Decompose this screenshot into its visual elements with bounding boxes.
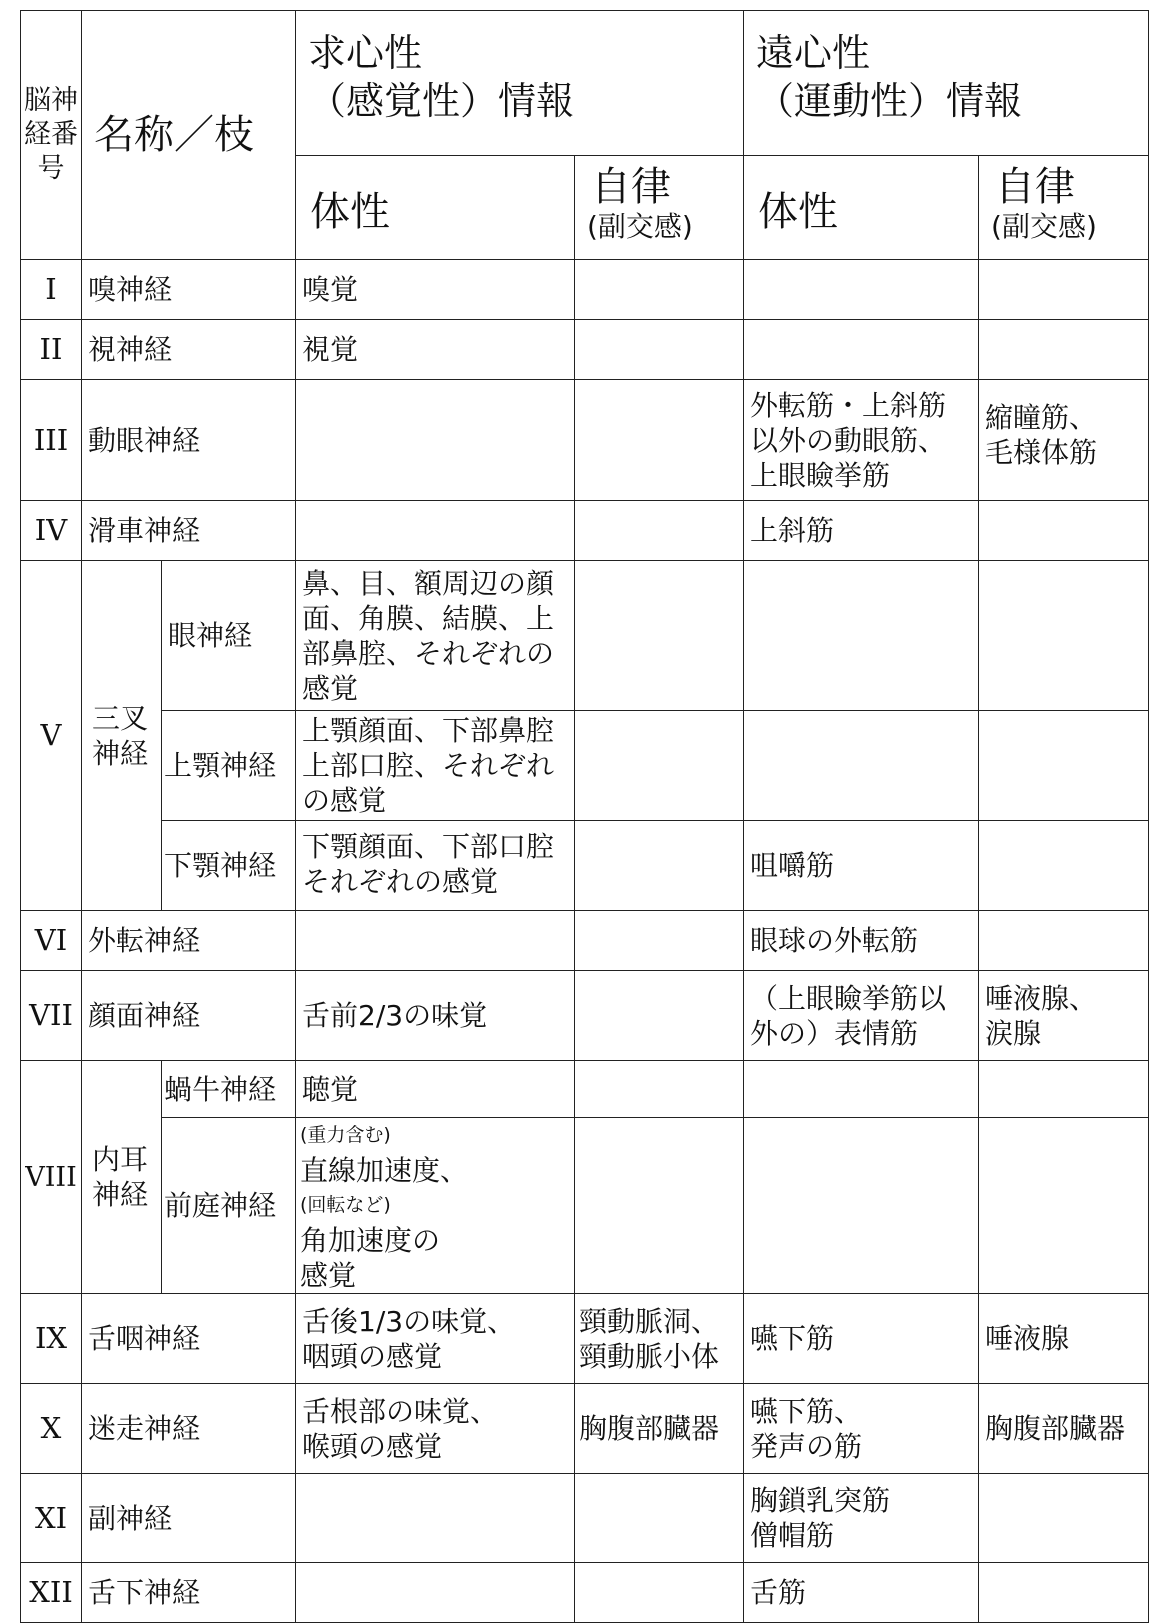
somatic-efferent-cell: [744, 380, 979, 501]
autonomic-efferent-cell: [979, 971, 1149, 1061]
nerve-number: IX: [21, 1294, 82, 1384]
table-row: [21, 1563, 1149, 1623]
text: 角加速度の: [300, 1224, 441, 1257]
autonomic-efferent-cell: [979, 561, 1149, 711]
somatic-afferent-cell: [296, 380, 575, 501]
header-afferent-title: 求心性: [308, 31, 423, 75]
cell-line: 発声の筋: [750, 1429, 863, 1463]
table-row: [21, 320, 1149, 380]
autonomic-afferent-cell: [575, 1061, 744, 1118]
cell-line: [300, 1188, 570, 1258]
nerve-name: 嗅神経: [82, 260, 296, 320]
somatic-afferent-cell: [296, 711, 575, 821]
cell-line: 唾液腺、: [985, 981, 1098, 1015]
branch-name: 前庭神経: [162, 1118, 296, 1294]
nerve-number: I: [21, 260, 82, 320]
nerve-number: IV: [21, 501, 82, 561]
cell-line: 胸鎖乳突筋: [750, 1484, 891, 1517]
header-efferent-subtitle: （運動性）情報: [756, 79, 1023, 123]
table-row: [21, 1118, 1149, 1294]
header-efferent-title: 遠心性: [756, 31, 871, 75]
nerve-number: V: [21, 561, 82, 911]
table-row: [21, 501, 1149, 561]
cell-line: 上顎顔面、下部鼻腔: [302, 714, 555, 747]
header-afferent: [296, 11, 744, 156]
table-row: [21, 711, 1149, 821]
branch-name: 下顎神経: [162, 821, 296, 911]
somatic-afferent-cell: [296, 1474, 575, 1563]
somatic-efferent-cell: [744, 1118, 979, 1294]
nerve-name: 三叉神経: [82, 561, 162, 911]
cell-line: 毛様体筋: [985, 436, 1098, 469]
autonomic-afferent-cell: [575, 380, 744, 501]
cell-line: 面、角膜、結膜、上: [302, 601, 555, 635]
somatic-afferent-cell: 舌前2/3の味覚: [296, 971, 575, 1061]
header-afferent-subtitle: （感覚性）情報: [308, 79, 575, 123]
autonomic-afferent-cell: [575, 1474, 744, 1563]
somatic-efferent-cell: [744, 1061, 979, 1118]
somatic-afferent-cell: 嗅覚: [296, 260, 575, 320]
somatic-afferent-cell: 聴覚: [296, 1061, 575, 1118]
cell-line: 喉頭の感覚: [302, 1429, 443, 1463]
nerve-name: 滑車神経: [82, 501, 296, 561]
cell-line: 頸動脈小体: [579, 1339, 720, 1373]
text: 直線加速度、: [300, 1154, 469, 1187]
table-row: [21, 911, 1149, 971]
autonomic-afferent-cell: 胸腹部臓器: [575, 1384, 744, 1474]
nerve-name: 視神経: [82, 320, 296, 380]
nerve-number: II: [21, 320, 82, 380]
nerve-number: VIII: [21, 1061, 82, 1294]
cell-line: （上眼瞼挙筋以: [750, 981, 947, 1015]
autonomic-efferent-cell: [979, 1118, 1149, 1294]
header-name-branch: 名称／枝: [82, 11, 296, 260]
nerve-number: X: [21, 1384, 82, 1474]
table-row: [21, 821, 1149, 911]
somatic-afferent-cell: [296, 561, 575, 711]
cell-line: 涙腺: [985, 1016, 1042, 1050]
nerve-number: VI: [21, 911, 82, 971]
table-row: [21, 1384, 1149, 1474]
cell-line: の感覚: [302, 784, 387, 817]
cell-line: 頸動脈洞、: [579, 1304, 720, 1338]
nerve-number: III: [21, 380, 82, 501]
header-autonomic-efferent-sub: (副交感): [991, 210, 1097, 243]
somatic-afferent-cell: 視覚: [296, 320, 575, 380]
autonomic-afferent-cell: [575, 260, 744, 320]
note: (重力含む): [300, 1124, 391, 1146]
nerve-number: XI: [21, 1474, 82, 1563]
cell-line: 上部口腔、それぞれ: [302, 749, 555, 782]
table-row: [21, 380, 1149, 501]
somatic-afferent-cell: [296, 501, 575, 561]
cell-line: [300, 1118, 570, 1188]
autonomic-efferent-cell: [979, 1061, 1149, 1118]
header-autonomic-afferent-label: 自律: [591, 164, 671, 210]
autonomic-efferent-cell: [979, 711, 1149, 821]
cranial-nerve-table-container: [20, 10, 1148, 1623]
cell-line: 以外の動眼筋、: [750, 423, 947, 457]
autonomic-afferent-cell: [575, 1563, 744, 1623]
nerve-name: 舌下神経: [82, 1563, 296, 1623]
cell-line: 咽頭の感覚: [302, 1339, 443, 1373]
cell-line: 僧帽筋: [750, 1519, 835, 1552]
somatic-efferent-cell: 上斜筋: [744, 501, 979, 561]
somatic-afferent-cell: [296, 1294, 575, 1384]
somatic-efferent-cell: [744, 971, 979, 1061]
cell-line: 感覚: [302, 671, 359, 705]
autonomic-efferent-cell: [979, 260, 1149, 320]
note: (回転など): [300, 1194, 391, 1216]
branch-name: 蝸牛神経: [162, 1061, 296, 1118]
autonomic-afferent-cell: [575, 711, 744, 821]
autonomic-afferent-cell: [575, 501, 744, 561]
somatic-efferent-cell: 舌筋: [744, 1563, 979, 1623]
somatic-efferent-cell: 眼球の外転筋: [744, 911, 979, 971]
header-autonomic-efferent: [979, 156, 1149, 260]
header-nerve-number: 脳神経番号: [21, 11, 82, 260]
autonomic-efferent-cell: [979, 320, 1149, 380]
cell-line: 感覚: [300, 1259, 357, 1292]
autonomic-efferent-cell: [979, 911, 1149, 971]
somatic-efferent-cell: [744, 260, 979, 320]
nerve-name: 内耳神経: [82, 1061, 162, 1294]
cell-line: 上眼瞼挙筋: [750, 458, 891, 492]
autonomic-afferent-cell: [575, 561, 744, 711]
branch-name: 眼神経: [162, 561, 296, 711]
table-row: [21, 1294, 1149, 1384]
nerve-name: 顔面神経: [82, 971, 296, 1061]
somatic-afferent-cell: [296, 821, 575, 911]
cranial-nerve-table: [20, 10, 1149, 1623]
nerve-name: 副神経: [82, 1474, 296, 1563]
cell-line: 外転筋・上斜筋: [750, 388, 947, 422]
autonomic-afferent-cell: [575, 1118, 744, 1294]
autonomic-afferent-cell: [575, 971, 744, 1061]
cell-line: 嚥下筋、: [750, 1394, 863, 1428]
somatic-efferent-cell: [744, 711, 979, 821]
table-row: [21, 260, 1149, 320]
cell-line: 舌根部の味覚、: [302, 1394, 499, 1428]
somatic-efferent-cell: 咀嚼筋: [744, 821, 979, 911]
somatic-afferent-cell: [296, 1118, 575, 1294]
table-row: [21, 971, 1149, 1061]
cell-line: 舌後1/3の味覚、: [302, 1304, 516, 1338]
nerve-name: 外転神経: [82, 911, 296, 971]
nerve-number: XII: [21, 1563, 82, 1623]
autonomic-efferent-cell: [979, 501, 1149, 561]
table-row: [21, 1474, 1149, 1563]
cell-line: 部鼻腔、それぞれの: [302, 636, 555, 670]
nerve-number: VII: [21, 971, 82, 1061]
somatic-afferent-cell: [296, 1563, 575, 1623]
somatic-afferent-cell: [296, 1384, 575, 1474]
autonomic-efferent-cell: 唾液腺: [979, 1294, 1149, 1384]
table-row: [21, 1061, 1149, 1118]
header-autonomic-afferent: [575, 156, 744, 260]
autonomic-afferent-cell: [575, 821, 744, 911]
header-row-1: [21, 11, 1149, 156]
table-row: [21, 561, 1149, 711]
autonomic-efferent-cell: [979, 380, 1149, 501]
cell-line: 外の）表情筋: [750, 1016, 919, 1050]
autonomic-afferent-cell: [575, 320, 744, 380]
somatic-efferent-cell: [744, 1474, 979, 1563]
autonomic-efferent-cell: 胸腹部臓器: [979, 1384, 1149, 1474]
somatic-efferent-cell: [744, 320, 979, 380]
somatic-efferent-cell: 嚥下筋: [744, 1294, 979, 1384]
cell-line: 鼻、目、額周辺の顔: [302, 566, 555, 600]
nerve-name: 迷走神経: [82, 1384, 296, 1474]
header-somatic-efferent: 体性: [744, 156, 979, 260]
header-somatic-afferent: 体性: [296, 156, 575, 260]
cell-line: 縮瞳筋、: [985, 401, 1098, 434]
autonomic-efferent-cell: [979, 1563, 1149, 1623]
cell-line: 下顎顔面、下部口腔: [302, 830, 555, 863]
header-efferent: [744, 11, 1149, 156]
branch-name: 上顎神経: [162, 711, 296, 821]
nerve-name: 動眼神経: [82, 380, 296, 501]
nerve-name: 舌咽神経: [82, 1294, 296, 1384]
header-autonomic-efferent-label: 自律: [995, 164, 1076, 210]
somatic-efferent-cell: [744, 561, 979, 711]
cell-line: それぞれの感覚: [302, 865, 499, 898]
somatic-afferent-cell: [296, 911, 575, 971]
autonomic-efferent-cell: [979, 821, 1149, 911]
header-autonomic-afferent-sub: (副交感): [587, 210, 693, 243]
autonomic-efferent-cell: [979, 1474, 1149, 1563]
autonomic-afferent-cell: [575, 911, 744, 971]
autonomic-afferent-cell: [575, 1294, 744, 1384]
somatic-efferent-cell: [744, 1384, 979, 1474]
